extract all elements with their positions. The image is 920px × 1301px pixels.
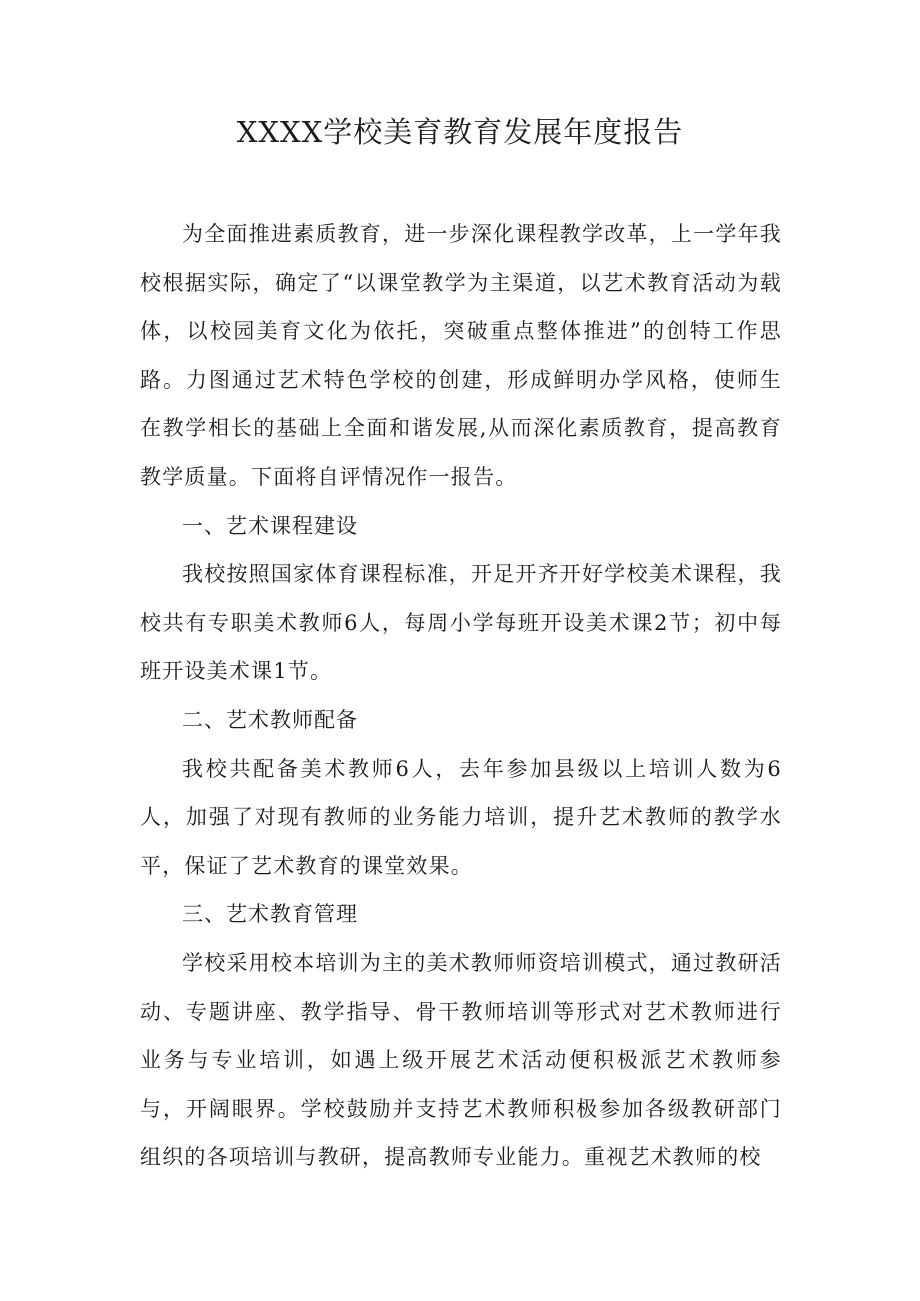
- intro-paragraph: 为全面推进素质教育，进一步深化课程教学改革，上一学年我校根据实际，确定了“以课堂教学为主渠道，以艺术教育活动为载体，以校园美育文化为依托，突破重点整体推进”的创特工作思路。力图通过艺术特色学校的创建，形成鲜明办学风格，使师生在教学相长的基础上全面和谐发展,从而深化素质教育，提高教育教学质量。下面将自评情况作一报告。: [140, 222, 782, 489]
- section-heading-curriculum: 一、艺术课程建设: [182, 513, 358, 538]
- section-paragraph-curriculum: 我校按照国家体育课程标准，开足开齐开好学校美术课程，我校共有专职美术教师6人，每周小学每班开设美术课2节；初中每班开设美术课1节。: [140, 562, 782, 684]
- section-paragraph-teachers: 我校共配备美术教师6人，去年参加县级以上培训人数为6人，加强了对现有教师的业务能力培训，提升艺术教师的教学水平，保证了艺术教育的课堂效果。: [140, 756, 782, 878]
- section-heading-teachers: 二、艺术教师配备: [182, 707, 358, 732]
- document-body: [140, 210, 782, 1182]
- section-heading-management: 三、艺术教育管理: [182, 902, 358, 927]
- section-paragraph-management: 学校采用校本培训为主的美术教师师资培训模式，通过教研活动、专题讲座、教学指导、骨干教师培训等形式对艺术教师进行业务与专业培训，如遇上级开展艺术活动便积极派艺术教师参与，开阔眼界。学校鼓励并支持艺术教师积极参加各级教研部门组织的各项培训与教研，提高教师专业能力。重视艺术教师的校: [140, 950, 782, 1170]
- document-title: XXXX学校美育教育发展年度报告: [236, 115, 684, 149]
